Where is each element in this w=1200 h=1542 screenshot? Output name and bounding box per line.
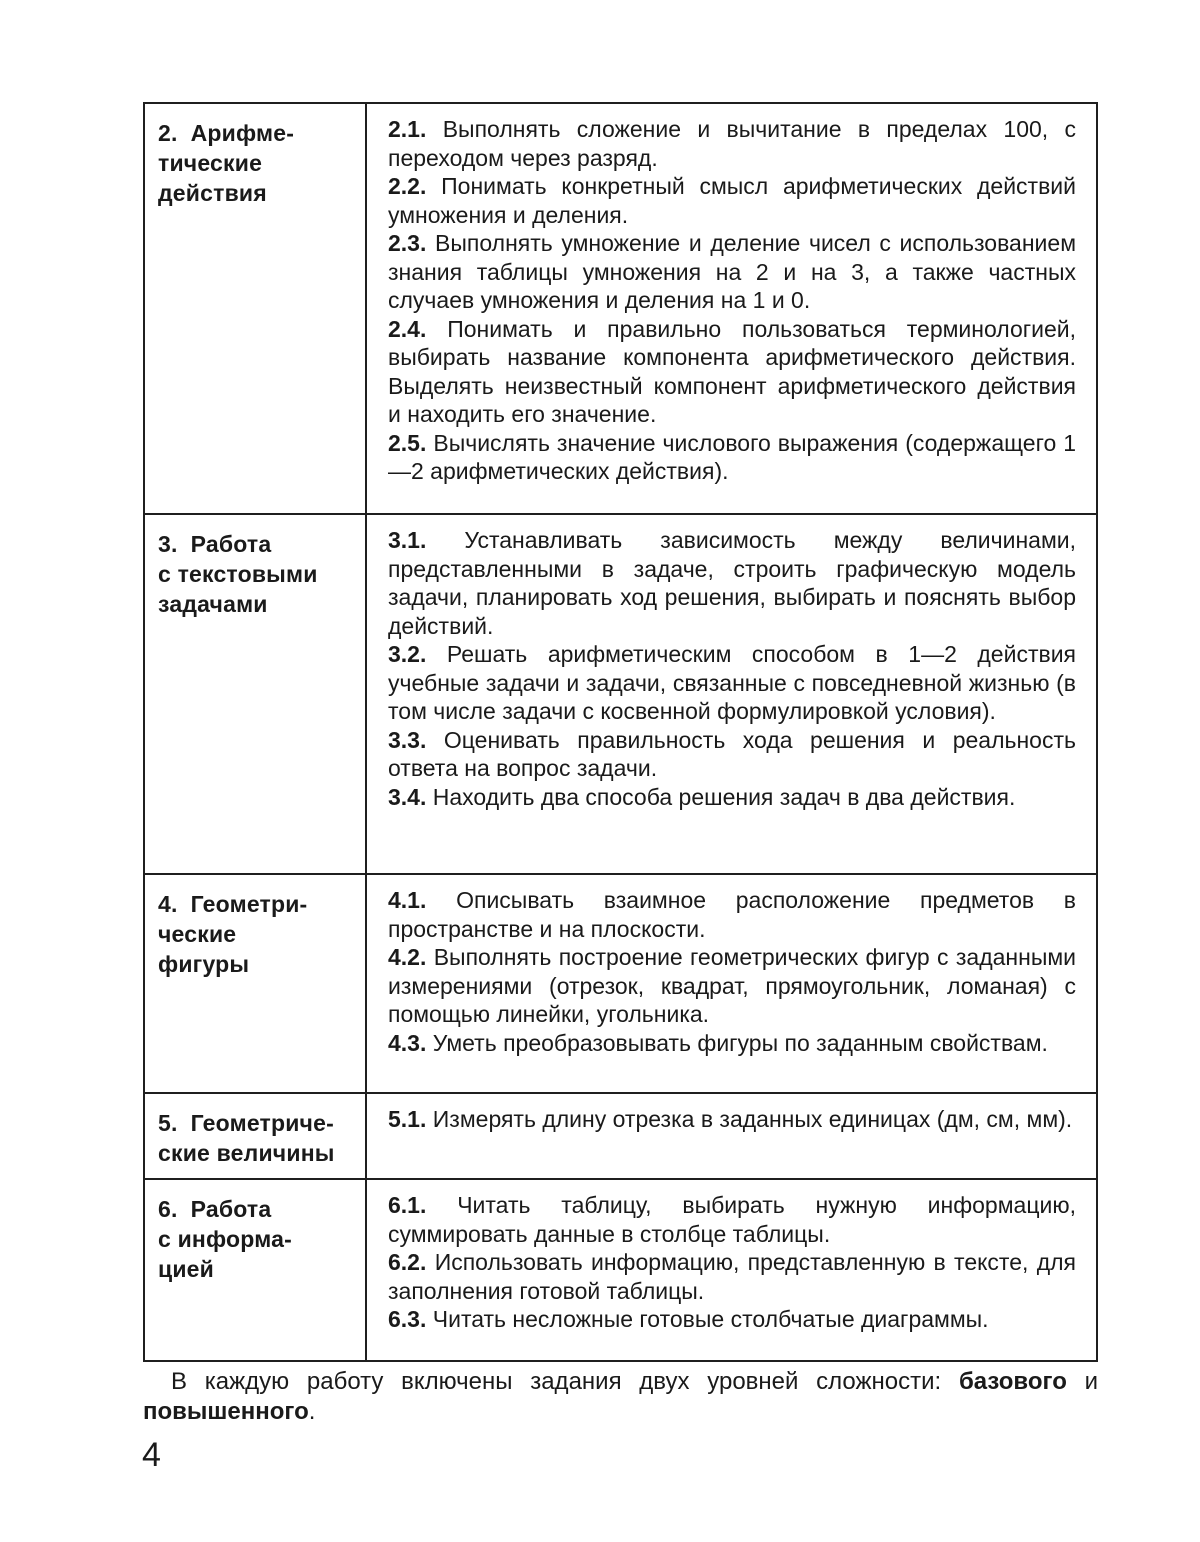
skill-text: Выполнять сложение и вычитание в пределах 100, с переходом через разряд.	[388, 116, 1077, 171]
skill-text: Решать арифметическим способом в 1—2 действия учебные задачи и задачи, связанные с повседневной жизнью (в том числе задачи с косвенной формулировкой условия).	[388, 641, 1076, 724]
section-line: с информа-	[158, 1226, 292, 1252]
section-number: 3.	[158, 531, 178, 557]
skill-item	[388, 886, 1076, 943]
items-cell	[366, 514, 1097, 874]
skill-number: 6.1.	[388, 1192, 427, 1218]
skill-text: Измерять длину отрезка в заданных единицах (дм, см, мм).	[432, 1106, 1073, 1132]
skill-item	[388, 172, 1076, 229]
skill-number: 2.2.	[388, 173, 427, 199]
skill-text: Описывать взаимное расположение предметов в пространстве и на плоскости.	[388, 887, 1076, 942]
skill-item	[388, 640, 1076, 726]
section-title: Геометри-	[190, 891, 308, 917]
section-line	[158, 118, 355, 148]
skill-number: 3.4.	[388, 783, 427, 810]
skill-text: Находить два способа решения задач в два действия.	[432, 783, 1016, 810]
section-line: фигуры	[158, 951, 250, 977]
skill-number: 2.5.	[388, 429, 427, 456]
skill-text: Вычислять значение числового выражения (содержащего 1—2 арифметических действия).	[388, 429, 1077, 484]
closing-period: .	[308, 1398, 316, 1425]
emphasis-advanced-level: повышенного	[143, 1398, 309, 1425]
skill-item	[388, 1029, 1076, 1058]
skill-text: Выполнять умножение и деление чисел с использованием знания таблицы умножения на 2 и на 3, а также частных случаев умножения и деления на 1 и 0.	[388, 230, 1077, 313]
skill-text: Читать таблицу, выбирать нужную информацию, суммировать данные в столбце таблицы.	[388, 1192, 1076, 1247]
table-row	[144, 514, 1097, 874]
skill-item	[388, 1305, 1076, 1334]
skill-text: Использовать информацию, представленную в тексте, для заполнения готовой таблицы.	[388, 1249, 1076, 1304]
skill-item	[388, 1191, 1076, 1248]
skill-text: Понимать и правильно пользоваться терминологией, выбирать название компонента арифметического действия. Выделять неизвестный компонент арифметического действия и находить его значение.	[388, 315, 1076, 427]
skill-number: 3.2.	[388, 641, 427, 667]
section-number: 6.	[158, 1196, 178, 1222]
skill-number: 6.2.	[388, 1249, 427, 1275]
skill-text: Выполнять построение геометрических фигур с заданными измерениями (отрезок, квадрат, прямоугольник, ломаная) с помощью линейки, угольника.	[388, 944, 1077, 1027]
section-cell	[144, 103, 366, 514]
closing-connector: и	[1066, 1368, 1098, 1395]
section-line: цией	[158, 1256, 215, 1282]
section-title: Работа	[190, 531, 272, 557]
skills-table	[143, 102, 1098, 1362]
items-cell	[366, 103, 1097, 514]
section-line: тические	[158, 150, 263, 176]
page-number: 4	[142, 1436, 161, 1474]
skill-number: 2.1.	[388, 116, 427, 142]
skill-item	[388, 315, 1076, 429]
emphasis-basic-level: базового	[958, 1368, 1067, 1395]
skill-item	[388, 726, 1076, 783]
section-line: действия	[158, 180, 267, 206]
section-line: задачами	[158, 591, 268, 617]
section-title: Арифме-	[190, 120, 295, 146]
skill-text: Устанавливать зависимость между величинами, представленными в задаче, строить графическую модель задачи, планировать ход решения, выбирать и пояснять выбор действий.	[388, 527, 1076, 639]
section-number: 5.	[158, 1110, 178, 1136]
skill-number: 5.1.	[388, 1106, 427, 1132]
section-cell	[144, 874, 366, 1093]
skill-text: Уметь преобразовывать фигуры по заданным свойствам.	[432, 1029, 1048, 1056]
skill-number: 3.1.	[388, 527, 427, 553]
skill-text: Оценивать правильность хода решения и реальность ответа на вопрос задачи.	[388, 726, 1076, 781]
table-row	[144, 1179, 1097, 1361]
table-row	[144, 1093, 1097, 1179]
skills-table-body	[144, 103, 1097, 1361]
skill-number: 6.3.	[388, 1306, 427, 1332]
table-row	[144, 874, 1097, 1093]
section-title: Работа	[190, 1196, 272, 1222]
table-row	[144, 103, 1097, 514]
closing-paragraph	[143, 1367, 1098, 1427]
section-line: ческие	[158, 921, 237, 947]
skill-number: 4.1.	[388, 887, 427, 913]
items-cell	[366, 1179, 1097, 1361]
skill-number: 4.2.	[388, 944, 427, 970]
skill-number: 2.3.	[388, 230, 427, 256]
skill-number: 3.3.	[388, 726, 427, 753]
skill-item	[388, 783, 1076, 812]
skill-item	[388, 526, 1076, 640]
skill-text: Понимать конкретный смысл арифметических действий умножения и деления.	[388, 173, 1076, 228]
section-line: с текстовыми	[158, 561, 318, 587]
closing-text: В каждую работу включены задания двух уровней сложности:	[171, 1368, 959, 1395]
section-title: Геометриче-	[190, 1110, 334, 1136]
section-line	[158, 1108, 355, 1138]
skill-item	[388, 229, 1076, 315]
section-line	[158, 529, 355, 559]
skill-number: 4.3.	[388, 1029, 427, 1056]
section-line	[158, 889, 355, 919]
section-line	[158, 1194, 355, 1224]
section-number: 2.	[158, 120, 178, 146]
items-cell	[366, 874, 1097, 1093]
items-cell	[366, 1093, 1097, 1179]
section-line: ские величины	[158, 1140, 335, 1166]
skill-number: 2.4.	[388, 315, 427, 342]
section-cell	[144, 1093, 366, 1179]
skill-text: Читать несложные готовые столбчатые диаграммы.	[432, 1306, 989, 1332]
section-cell	[144, 514, 366, 874]
section-cell	[144, 1179, 366, 1361]
skill-item	[388, 943, 1076, 1029]
section-number: 4.	[158, 891, 178, 917]
skill-item	[388, 1105, 1076, 1134]
skill-item	[388, 429, 1076, 486]
skill-item	[388, 1248, 1076, 1305]
skill-item	[388, 115, 1076, 172]
